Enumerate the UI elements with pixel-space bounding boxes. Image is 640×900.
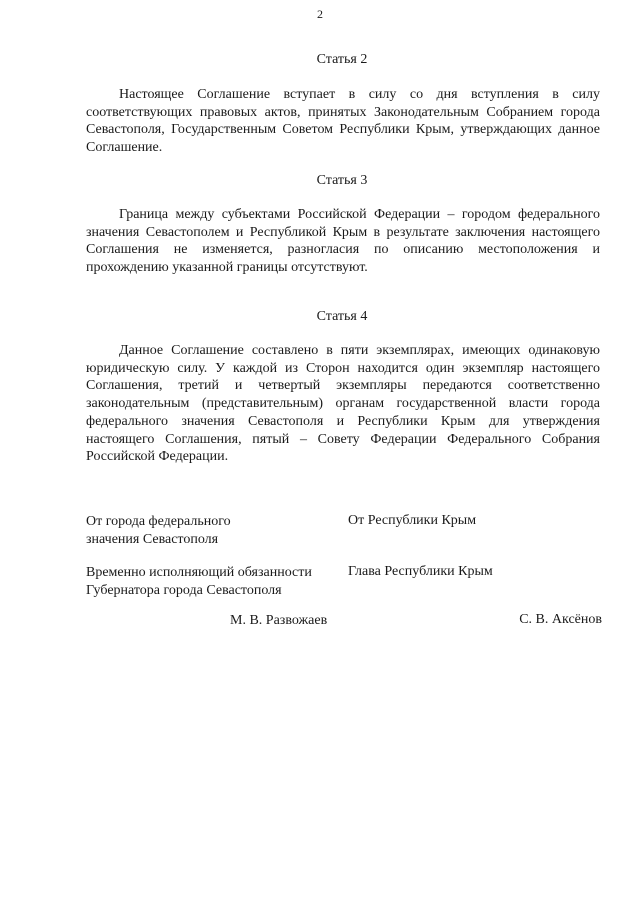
signature-left-party-line2: значения Севастополя: [86, 531, 219, 547]
article-4-text: Данное Соглашение составлено в пяти экземплярах, имеющих одинаковую юридическую силу. У каждой из Сторон находится один экземпляр настоящего Соглашения, третий и четвертый экземпляры передаются соответственно законодательным (представительным) органам государственной власти города федерального значения Севастополя и Республики Крым для утверждения настоящего Соглашения, пятый – Совету Федерации Федерального Собрания Российской Федерации.: [86, 343, 600, 465]
signature-right-name: С. В. Аксёнов: [519, 612, 602, 627]
page-number: 2: [317, 7, 323, 21]
article-3-text: Граница между субъектами Российской Федерации – городом федерального значения Севастополем и Республикой Крым в результате заключения настоящего Соглашения не изменяется, разногласия по описанию местоположения и прохождению указанной границы отсутствуют.: [86, 207, 600, 276]
signature-right-party: От Республики Крым: [348, 513, 477, 528]
signature-left-position: [86, 564, 346, 599]
signature-left-party: [86, 513, 346, 548]
article-3-heading: Статья 3: [316, 173, 368, 188]
signature-left-position-line2: Губернатора города Севастополя: [86, 582, 282, 598]
signature-left-name: М. В. Развожаев: [230, 613, 328, 628]
signature-right-position: Глава Республики Крым: [348, 564, 493, 579]
article-4-heading: Статья 4: [316, 309, 368, 324]
article-2-heading: Статья 2: [316, 52, 368, 67]
signature-left-party-line1: От города федерального: [86, 514, 231, 529]
article-2-text: Настоящее Соглашение вступает в силу со дня вступления в силу соответствующих правовых актов, принятых Законодательным Собранием города Севастополя, Государственным Советом Республики Крым, утверждающих данное Соглашение.: [86, 87, 600, 156]
signature-left-position-line1: Временно исполняющий обязанности: [86, 565, 312, 580]
